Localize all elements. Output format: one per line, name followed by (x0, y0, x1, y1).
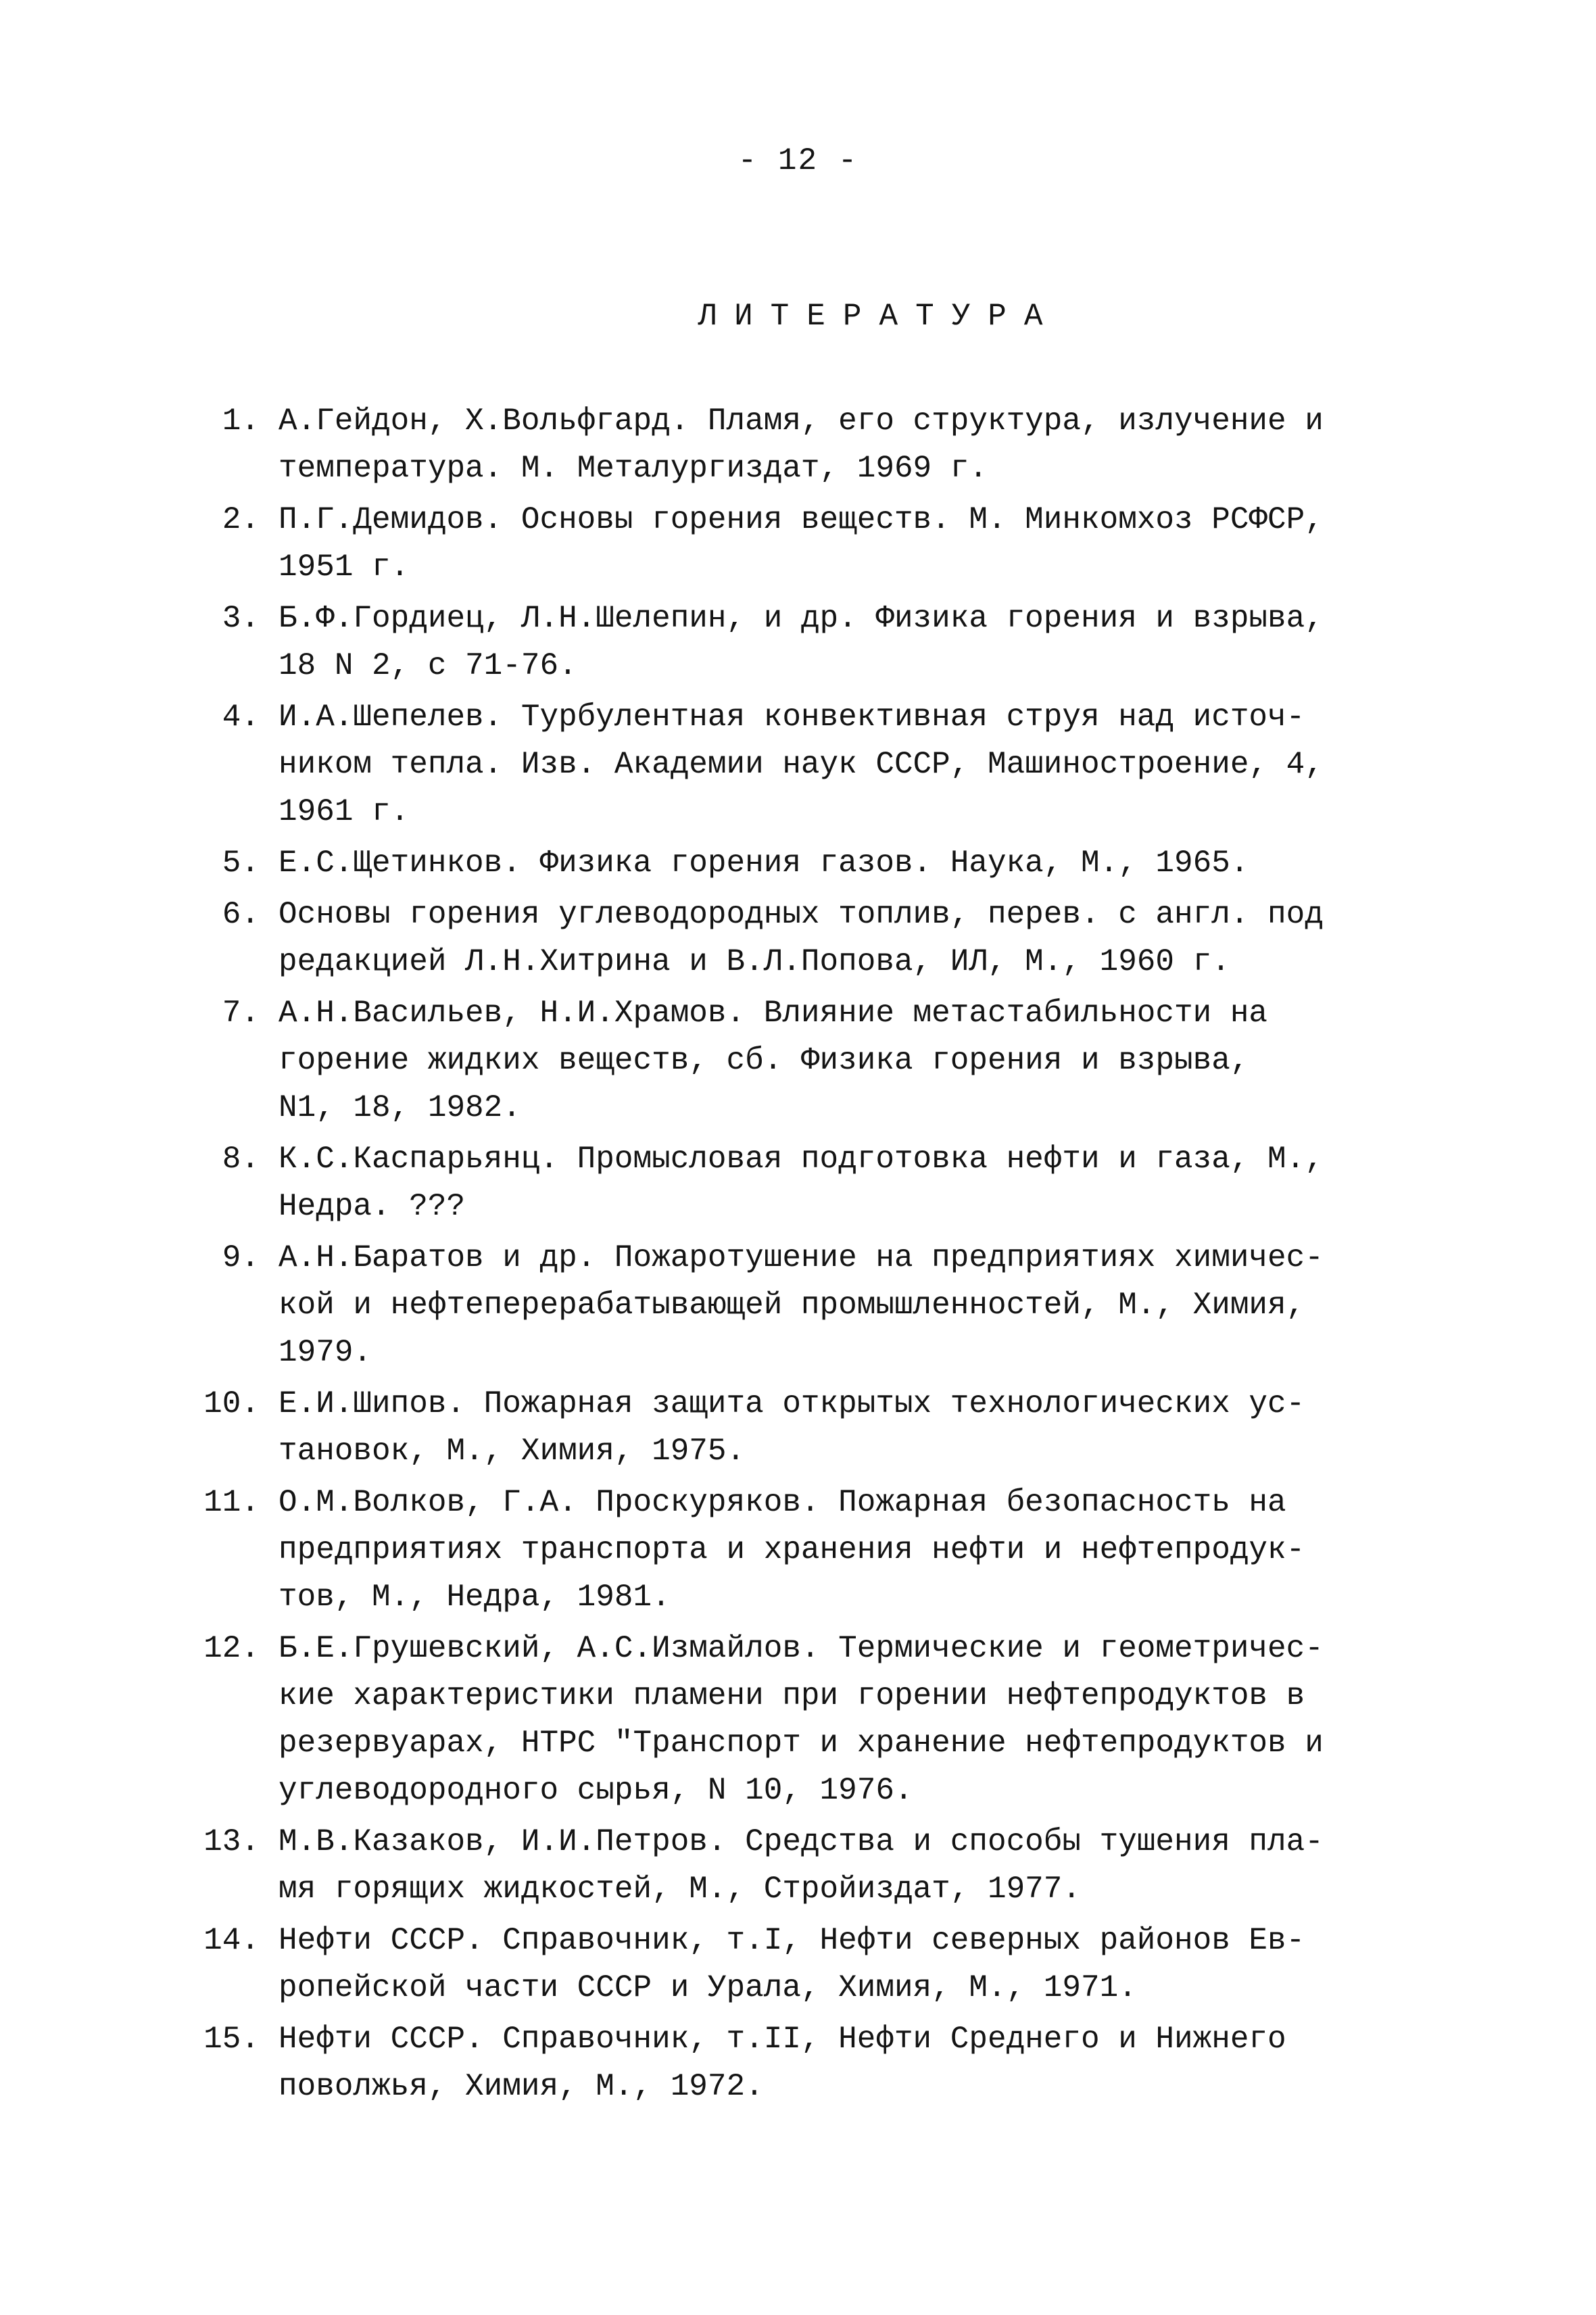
reference-line: резервуарах, НТРС "Транспорт и хранение нефтепродуктов и (279, 1726, 1324, 1761)
reference-line: Б.Е.Грушевский, А.С.Измайлов. Термические и геометричес- (279, 1631, 1324, 1666)
reference-line: Б.Ф.Гордиец, Л.Н.Шелепин, и др. Физика горения и взрыва, (279, 601, 1324, 636)
reference-item (183, 990, 1420, 1131)
reference-line: температура. М. Металургиздат, 1969 г. (279, 451, 988, 486)
reference-number: 4. (222, 700, 260, 735)
reference-number: 12. (203, 1631, 260, 1666)
reference-line: Нефти СССР. Справочник, т.II, Нефти Среднего и Нижнего (279, 2022, 1286, 2057)
reference-item (183, 2016, 1420, 2110)
reference-line: Недра. ??? (279, 1189, 466, 1224)
reference-line: кие характеристики пламени при горении нефтепродуктов в (279, 1678, 1305, 1713)
reference-item (183, 595, 1420, 689)
reference-line: М.В.Казаков, И.И.Петров. Средства и способы тушения пла- (279, 1824, 1324, 1859)
reference-line: Е.И.Шипов. Пожарная защита открытых технологических ус- (279, 1386, 1305, 1421)
reference-item (183, 1136, 1420, 1230)
reference-item (183, 397, 1420, 492)
reference-line: углеводородного сырья, N 10, 1976. (279, 1773, 913, 1808)
reference-line: П.Г.Демидов. Основы горения веществ. М. Минкомхоз РСФСР, (279, 502, 1324, 537)
reference-line: тановок, М., Химия, 1975. (279, 1434, 746, 1469)
reference-number: 11. (203, 1485, 260, 1520)
reference-line: Е.С.Щетинков. Физика горения газов. Наука, М., 1965. (279, 846, 1249, 881)
reference-number: 7. (222, 996, 260, 1031)
reference-number: 9. (222, 1240, 260, 1275)
reference-line: предприятиях транспорта и хранения нефти и нефтепродук- (279, 1532, 1305, 1567)
reference-item (183, 693, 1420, 835)
reference-item (183, 1818, 1420, 1913)
reference-number: 1. (222, 404, 260, 439)
reference-line: редакцией Л.Н.Хитрина и В.Л.Попова, ИЛ, М., 1960 г. (279, 944, 1230, 979)
reference-item (183, 891, 1420, 985)
reference-item (183, 1625, 1420, 1814)
page-title: ЛИТЕРАТУРА (698, 299, 1061, 334)
reference-number: 13. (203, 1824, 260, 1859)
reference-number: 8. (222, 1142, 260, 1177)
reference-item (183, 1917, 1420, 2012)
reference-line: ропейской части СССР и Урала, Химия, М., 1971. (279, 1970, 1137, 2005)
reference-item (183, 1234, 1420, 1376)
reference-line: А.Гейдон, Х.Вольфгард. Пламя, его структура, излучение и (279, 404, 1324, 439)
reference-item (183, 1479, 1420, 1621)
reference-line: Основы горения углеводородных топлив, перев. с англ. под (279, 897, 1324, 932)
reference-number: 2. (222, 502, 260, 537)
reference-item (183, 1380, 1420, 1475)
reference-line: 1979. (279, 1335, 372, 1370)
page-number: - 12 - (737, 143, 859, 178)
reference-line: 18 N 2, с 71-76. (279, 648, 577, 683)
reference-item (183, 496, 1420, 591)
reference-line: мя горящих жидкостей, М., Стройиздат, 1977. (279, 1872, 1081, 1907)
reference-line: N1, 18, 1982. (279, 1090, 521, 1125)
reference-line: И.А.Шепелев. Турбулентная конвективная струя над источ- (279, 700, 1305, 735)
reference-line: А.Н.Баратов и др. Пожаротушение на предприятиях химичес- (279, 1240, 1324, 1275)
reference-line: поволжья, Химия, М., 1972. (279, 2069, 764, 2104)
reference-number: 14. (203, 1923, 260, 1958)
reference-number: 10. (203, 1386, 260, 1421)
reference-list (183, 397, 1420, 2114)
reference-line: О.М.Волков, Г.А. Проскуряков. Пожарная безопасность на (279, 1485, 1286, 1520)
reference-number: 5. (222, 846, 260, 881)
reference-line: А.Н.Васильев, Н.И.Храмов. Влияние метастабильности на (279, 996, 1268, 1031)
reference-line: 1951 г. (279, 550, 410, 585)
reference-number: 6. (222, 897, 260, 932)
reference-item (183, 839, 1420, 887)
reference-line: кой и нефтеперерабатывающей промышленностей, М., Химия, (279, 1288, 1305, 1323)
reference-line: 1961 г. (279, 794, 410, 829)
reference-number: 3. (222, 601, 260, 636)
reference-line: К.С.Каспарьянц. Промысловая подготовка нефти и газа, М., (279, 1142, 1324, 1177)
reference-line: горение жидких веществ, сб. Физика горения и взрыва, (279, 1043, 1249, 1078)
reference-line: Нефти СССР. Справочник, т.I, Нефти северных районов Ев- (279, 1923, 1305, 1958)
reference-line: тов, М., Недра, 1981. (279, 1580, 671, 1615)
reference-number: 15. (203, 2022, 260, 2057)
reference-line: ником тепла. Изв. Академии наук СССР, Машиностроение, 4, (279, 747, 1324, 782)
